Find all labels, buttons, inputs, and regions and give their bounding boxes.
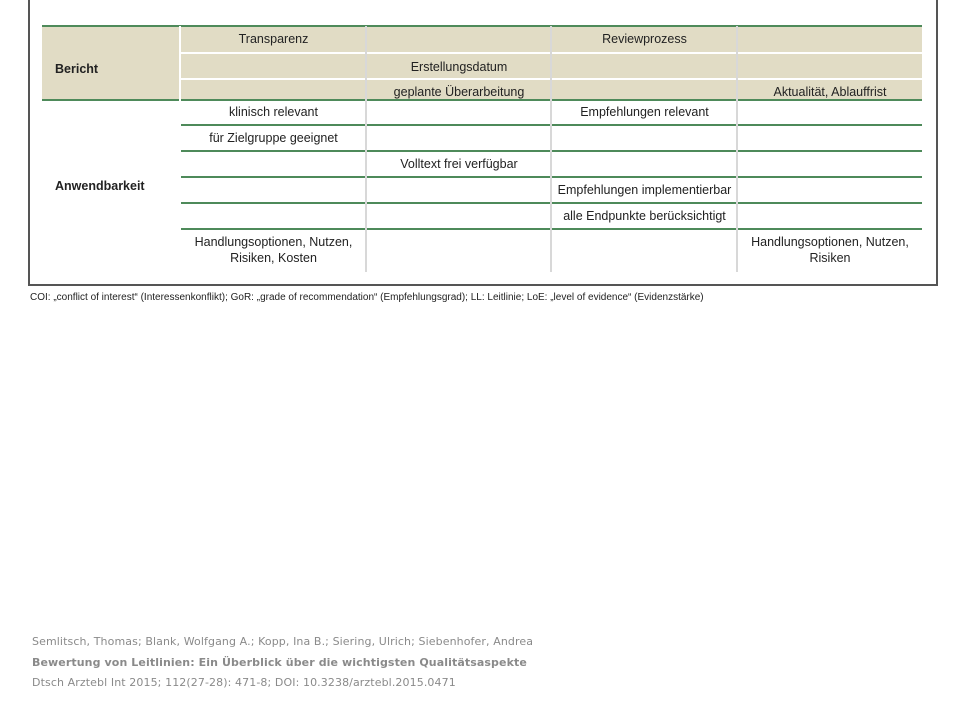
section-label-bericht: Bericht bbox=[55, 62, 99, 76]
section-label-anwendbarkeit: Anwendbarkeit bbox=[55, 179, 145, 193]
citation-authors: Semlitsch, Thomas; Blank, Wolfgang A.; Kopp, Ina B.; Siering, Ulrich; Siebenhofer, Andrea bbox=[32, 635, 534, 648]
cell-geplante-ueberarbeitung: geplante Überarbeitung bbox=[393, 85, 525, 99]
cell-endpunkte: alle Endpunkte berücksichtigt bbox=[563, 209, 726, 223]
cell-transparenz: Transparenz bbox=[238, 32, 309, 46]
cell-aktualitaet: Aktualität, Ablauffrist bbox=[773, 85, 887, 99]
citation-source: Dtsch Arztebl Int 2015; 112(27-28): 471-8; DOI: 10.3238/arztebl.2015.0471 bbox=[32, 676, 456, 689]
cell-zielgruppe: für Zielgruppe geeignet bbox=[209, 131, 338, 145]
cell-handlungsoptionen-risiken: Handlungsoptionen, Nutzen, Risiken bbox=[751, 235, 909, 265]
cell-handlungsoptionen-kosten: Handlungsoptionen, Nutzen, Risiken, Kosten bbox=[194, 235, 353, 265]
guideline-quality-table bbox=[28, 0, 938, 286]
col-sep-2 bbox=[365, 26, 367, 272]
col-sep-3 bbox=[550, 26, 552, 272]
cell-volltext: Volltext frei verfügbar bbox=[400, 157, 518, 171]
table-footnote: COI: „conflict of interest“ (Interessenkonflikt); GoR: „grade of recommendation“ (Empfehlungsgrad); LL: Leitlinie; LoE: „level of evidence“ (Evidenzstärke) bbox=[30, 292, 704, 303]
cell-empfehlungen-relevant: Empfehlungen relevant bbox=[580, 105, 709, 119]
cell-empfehlungen-implementierbar: Empfehlungen implementierbar bbox=[557, 183, 732, 197]
col-sep-4 bbox=[736, 26, 738, 272]
cell-erstellungsdatum: Erstellungsdatum bbox=[410, 60, 508, 74]
rule-bericht-top bbox=[42, 25, 922, 27]
cell-klinisch-relevant: klinisch relevant bbox=[229, 105, 318, 119]
cell-reviewprozess: Reviewprozess bbox=[602, 32, 687, 46]
rule-bericht-bottom bbox=[42, 99, 922, 101]
col-sep-1 bbox=[179, 26, 181, 272]
citation-title: Bewertung von Leitlinien: Ein Überblick über die wichtigsten Qualitätsaspekte bbox=[32, 656, 527, 669]
